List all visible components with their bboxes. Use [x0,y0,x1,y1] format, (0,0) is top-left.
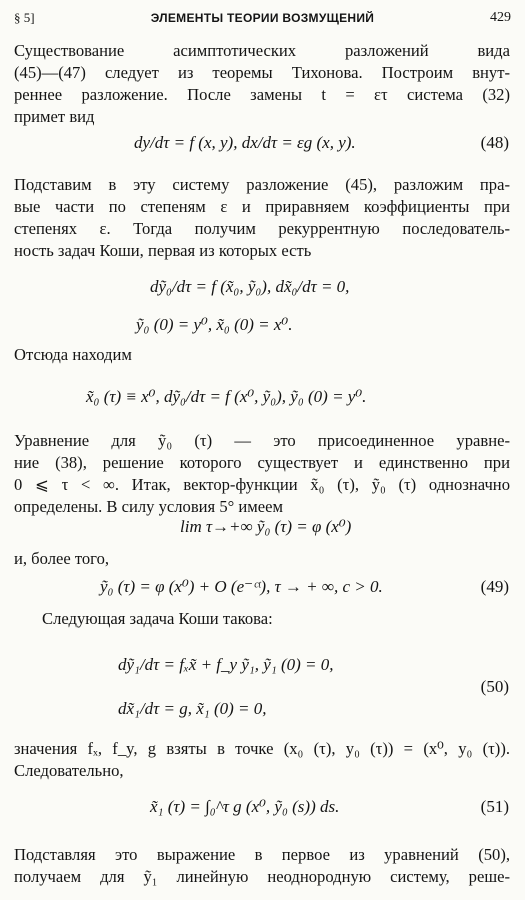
text-line: Подставим в эту систему разложение (45), разложим пра- [14,175,510,194]
text-line: примет вид [14,107,95,126]
equation-b [0,378,525,418]
text-line: Следовательно, [14,761,124,780]
paragraph-4 [14,430,510,518]
running-header [14,8,511,28]
text-line: степенях ε. Тогда получим рекуррентную последователь- [14,219,510,238]
paragraph-6 [14,608,510,630]
text-line: Подставляя это выражение в первое из уравнений (50), [14,845,510,864]
text-line: ние (38), решение которого существует и единственно при [14,453,510,472]
equation-number: (51) [480,797,509,816]
equation-number: (50) [480,677,509,696]
paragraph-5 [14,548,510,570]
equation-number: (49) [480,577,509,596]
equation-body: dy/dτ = f (x, y), dx/dτ = εg (x, y). [134,133,356,152]
equation-body: x̃₀ (τ) ≡ x⁰, dỹ₀/dτ = f (x⁰, ỹ₀), ỹ₀ (0) = y⁰. [86,387,367,406]
text-line: получаем для ỹ₁ линейную неоднородную систему, реше- [14,867,510,886]
equation-50 [0,640,525,736]
equation-number: (48) [480,133,509,152]
equation-body: lim τ→+∞ ỹ₀ (τ) = φ (x⁰) [180,517,352,536]
equation-body: x̃₁ (τ) = ∫₀^τ g (x⁰, ỹ₀ (s)) ds. [150,797,340,816]
text-line: Уравнение для ỹ₀ (τ) — это присоединенное уравне- [14,431,510,450]
text-line: Отсюда находим [14,345,132,364]
page-number: 429 [490,10,511,25]
section-marker: § 5] [14,10,35,25]
running-title: ЭЛЕМЕНТЫ ТЕОРИИ ВОЗМУЩЕНИЙ [150,11,375,25]
text-line: Существование асимптотических разложений вида [14,41,510,60]
equation-limit [0,516,525,546]
equation-body: ỹ₀ (τ) = φ (x⁰) + O (e⁻ᶜᵗ), τ → + ∞, c > 0. [100,577,383,596]
equation-48 [0,132,525,172]
paragraph-7 [14,738,510,782]
equation-line: ỹ₀ (0) = y⁰, x̃₀ (0) = x⁰. [136,315,293,334]
paragraph-8 [14,844,510,888]
text-line: и, более того, [14,549,110,568]
equation-line: dỹ₀/dτ = f (x̃₀, ỹ₀), dx̃₀/dτ = 0, [150,277,350,296]
equation-line: dỹ₁/dτ = fₓx̃ + f_y ỹ₁, ỹ₁ (0) = 0, [118,655,334,674]
paragraph-1 [14,40,510,128]
text-line: реннее разложение. После замены t = ετ система (32) [14,85,510,104]
text-line: 0 ⩽ τ < ∞. Итак, вектор-функции x̃₀ (τ), ỹ₀ (τ) однозначно [14,475,510,494]
paragraph-3 [14,344,510,366]
equation-51 [0,780,525,836]
equation-49 [0,574,525,602]
text-line: ность задач Коши, первая из которых есть [14,241,312,260]
text-line: (45)—(47) следует из теоремы Тихонова. Построим внут- [14,63,510,82]
text-line: вые части по степеням ε и приравняем коэффициенты при [14,197,510,216]
equation-system-a [0,270,525,342]
paragraph-2 [14,174,510,262]
equation-line: dx̃₁/dτ = g, x̃₁ (0) = 0, [118,699,267,718]
text-line: определены. В силу условия 5° имеем [14,497,284,516]
text-line: Следующая задача Коши такова: [42,609,273,628]
text-line: значения fₓ, f_y, g взяты в точке (x₀ (τ), y₀ (τ)) = (x⁰, y₀ (τ)). [14,739,510,758]
